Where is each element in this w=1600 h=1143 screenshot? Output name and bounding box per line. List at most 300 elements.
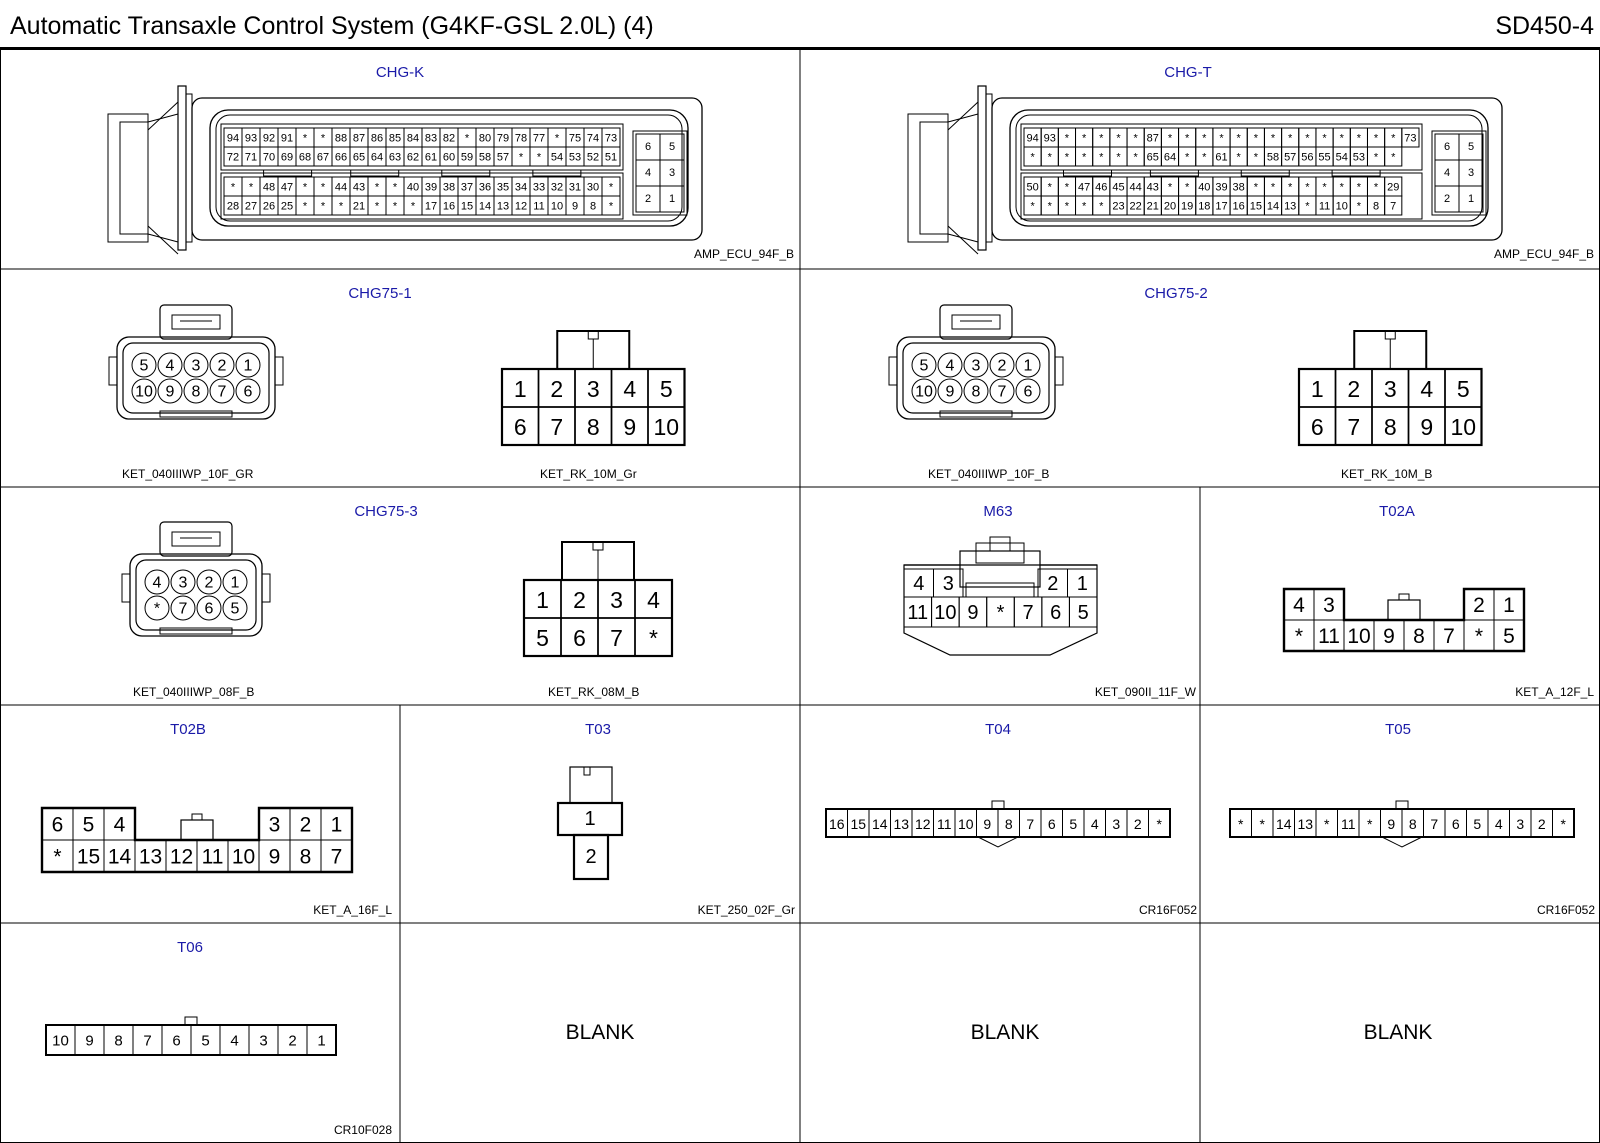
pin-number: 92 [262,132,276,145]
side-tab [275,357,283,385]
connector-code: CR16F052 [1138,903,1197,917]
pin-number: 5 [139,357,149,375]
pin-number: 2 [585,846,597,868]
chg75-2-connector-drawing [800,269,1600,487]
pin-number: 51 [604,151,618,164]
pin-number: 13 [1297,816,1314,832]
pin-number: 8 [191,383,201,401]
pin-number: 54 [1335,151,1348,164]
t05-connector-drawing [1200,705,1600,923]
pin-number: 85 [388,132,402,145]
pin-number: 4 [1293,594,1305,617]
pin-number: 36 [478,181,492,194]
pin-number: 13 [496,200,510,213]
pin-number: 43 [352,181,366,194]
connector-label: CHG75-2 [1144,285,1208,302]
lock-tab [181,820,213,840]
pin-number: 11 [936,816,952,832]
cell-t03 [400,705,800,923]
blank-label: BLANK [1363,1021,1433,1044]
connector-code: KET_250_02F_Gr [697,903,795,917]
pin-number: * [374,181,380,194]
pin-number: 3 [610,587,623,613]
pin-number: 4 [165,357,175,375]
pin-number: 10 [231,845,256,869]
cell-t02a [1200,487,1600,705]
pin-number: 2 [644,193,652,205]
pin-number: 15 [460,200,474,213]
pin-number: 44 [1129,181,1142,194]
pin-number: 5 [659,376,673,402]
pin-number: 47 [1077,181,1091,194]
pin-number: 4 [913,573,925,595]
pin-number: 5 [230,600,240,618]
pin-number: 31 [568,181,582,194]
pin-number: 3 [668,167,676,179]
pin-number: 26 [262,200,276,213]
pin-number: * [1167,132,1173,145]
connector-flange [186,94,192,242]
pin-number: 44 [334,181,348,194]
cell-t04 [800,705,1200,923]
pin-number: 56 [1301,151,1314,164]
side-tab [889,357,897,385]
pin-number: * [302,132,308,145]
pin-number: * [1391,151,1396,164]
pin-number: 9 [983,816,992,832]
pin-number: * [1322,132,1327,145]
pin-number: 1 [1467,193,1475,205]
pin-number: 14 [1266,200,1280,213]
pin-number: * [1047,151,1052,164]
pin-number: 7 [1022,602,1034,624]
pin-number: 10 [550,200,564,213]
pin-number: * [1081,200,1087,213]
pin-number: * [1030,151,1035,164]
pin-number: * [1294,625,1304,648]
pin-number: 53 [1352,151,1366,164]
pin-number: 18 [1198,200,1211,213]
cell-blank-2 [800,923,1200,1143]
pin-number: 15 [1249,200,1262,213]
pin-number: 11 [201,845,224,869]
pin-number: 8 [971,383,981,401]
pin-number: * [1259,816,1265,832]
pin-number: * [1367,816,1373,832]
pin-number: 11 [1318,625,1340,648]
connector-code: CR16F052 [1536,903,1595,917]
pin-number: * [536,151,542,164]
pin-number: 2 [1537,816,1546,832]
pin-number: 8 [299,845,312,869]
pin-number: 4 [1494,816,1503,832]
connector-latch [908,114,948,242]
pin-number: 9 [165,383,175,401]
pin-number: 10 [135,383,153,401]
pin-number: 52 [586,151,600,164]
pin-number: * [1185,151,1190,164]
connector-latch [920,122,948,234]
pin-number: * [1202,132,1207,145]
cell-chg-k [0,52,800,269]
pin-number: * [1356,181,1362,194]
pin-number: 79 [496,132,510,145]
pin-number: 30 [586,181,600,194]
pin-number: 9 [623,414,637,440]
pin-number: 1 [536,587,549,613]
key-notch [1382,837,1422,847]
pin-number: 6 [644,141,652,153]
pin-number: 9 [85,1032,94,1050]
pin-number: 34 [514,181,528,194]
pin-number: 8 [114,1032,123,1050]
pin-number: * [1356,200,1362,213]
latch-line [948,114,978,122]
pin-number: * [1288,181,1293,194]
cell-t05 [1200,705,1600,923]
pin-number: * [1474,625,1484,648]
latch-window [952,315,1000,329]
pin-number: 45 [1112,181,1125,194]
pin-number: * [392,181,398,194]
cell-chg75-3 [0,487,800,705]
pin-number: 8 [1408,816,1417,832]
connector-code: AMP_ECU_94F_B [693,247,794,261]
pin-number: 6 [1310,414,1324,440]
pin-number: * [1064,151,1070,164]
pin-number: 94 [226,132,240,145]
pin-number: 91 [280,132,294,145]
t04-connector-drawing [800,705,1200,923]
pin-number: 13 [138,845,163,869]
pin-number: 4 [1443,167,1451,179]
pin-number: 3 [268,813,281,837]
pin-number: 11 [1340,816,1356,832]
pin-number: 4 [1090,816,1099,832]
connector-label: CHG-K [375,64,425,81]
pin-number: 33 [532,181,546,194]
pin-number: 67 [316,151,330,164]
pin-number: 37 [460,181,474,194]
pin-number: 7 [1443,625,1455,648]
lock-tab [588,331,598,339]
pin-number: 8 [1004,816,1013,832]
connector-flange [986,94,992,242]
pin-number: * [1099,200,1104,213]
pin-number: 57 [496,151,510,164]
chg75-3-connector-drawing [0,487,800,705]
pin-number: * [374,200,380,213]
pin-number: * [1253,181,1258,194]
cell-t06 [0,923,400,1143]
pin-number: 2 [1047,573,1059,595]
pin-number: * [1373,151,1379,164]
pin-number: 46 [1095,181,1108,194]
pin-number: * [1560,816,1566,832]
pin-number: 14 [478,200,492,213]
pin-number: * [1116,151,1121,164]
latch-line [948,234,978,242]
pin-number: * [392,200,398,213]
pin-number: 72 [226,151,240,164]
connector-code: AMP_ECU_94F_B [1493,247,1594,261]
pin-number: * [1219,132,1224,145]
pin-number: 73 [604,132,618,145]
cell-t02b [0,705,400,923]
pin-number: 5 [919,357,929,375]
pin-number: 6 [204,600,214,618]
pin-number: 3 [1467,167,1475,179]
pin-number: * [1238,816,1244,832]
pin-number: * [1339,132,1344,145]
pin-number: * [554,132,560,145]
pin-number: 6 [51,813,64,837]
connector-code: KET_A_12F_L [1515,685,1594,699]
pin-number: * [1391,132,1396,145]
pin-number: 1 [1076,573,1088,595]
pin-number: 7 [1390,200,1397,213]
pin-number: * [996,602,1005,624]
pin-number: 87 [1146,132,1159,145]
pin-number: * [1064,200,1070,213]
pin-number: 71 [244,151,258,164]
pin-number: 38 [1232,181,1245,194]
pin-number: * [1133,151,1138,164]
female-connector-code: KET_040IIIWP_08F_B [133,685,255,699]
pin-number: 3 [971,357,981,375]
pin-number: 6 [1451,816,1460,832]
pin-number: 6 [1023,383,1033,401]
pin-number: 14 [107,845,132,869]
chg-t-connector-drawing [800,52,1600,269]
pin-number: 9 [967,602,979,624]
pin-number: 4 [623,376,637,402]
pin-number: 1 [243,357,253,375]
m63-connector-drawing [800,487,1200,705]
pin-number: 77 [532,132,546,145]
pin-number: 1 [513,376,527,402]
pin-number: 3 [1516,816,1525,832]
pin-number: 14 [1275,816,1292,832]
pin-number: 57 [1284,151,1297,164]
pin-number: * [1305,200,1310,213]
pin-number: 21 [1146,200,1159,213]
connector-label: T03 [585,721,611,738]
pin-number: 27 [244,200,258,213]
lock-tab [593,542,603,550]
pin-number: 63 [388,151,402,164]
pin-number: 58 [1266,151,1280,164]
bottom-key [160,411,232,417]
latch [160,522,232,556]
pin-number: 6 [1047,816,1056,832]
pin-number: * [608,181,614,194]
latch-line [148,226,178,254]
pin-number: 10 [915,383,933,401]
pin-number: 4 [152,574,162,592]
pin-number: 7 [143,1032,152,1050]
pin-number: * [1270,181,1276,194]
pin-number: 93 [244,132,258,145]
pin-number: 7 [610,625,623,651]
pin-number: * [1270,132,1276,145]
pin-number: * [1099,132,1104,145]
pin-number: 32 [550,181,564,194]
pin-number: 12 [914,816,931,832]
housing-outer [897,337,1055,419]
pin-number: 9 [945,383,955,401]
pin-number: 10 [934,602,957,624]
pin-number: * [153,600,161,618]
pin-number: 4 [1420,376,1434,402]
pin-number: 74 [586,132,600,145]
connector-flange [978,86,986,250]
pin-number: 17 [1215,200,1228,213]
pin-number: 10 [52,1032,69,1050]
pin-number: * [1253,132,1258,145]
pin-number: 15 [76,845,101,869]
pin-number: 2 [550,376,564,402]
pin-number: * [1030,200,1035,213]
pin-number: 16 [828,816,845,832]
pin-number: * [464,132,470,145]
pin-number: * [1356,132,1362,145]
pin-number: 28 [226,200,240,213]
pin-number: * [230,181,236,194]
pin-number: 6 [573,625,586,651]
pin-number: 1 [330,813,343,837]
pin-number: 10 [957,816,974,832]
pin-number: 4 [113,813,126,837]
pin-number: * [1064,181,1070,194]
pin-number: * [649,625,658,651]
pin-number: 11 [533,200,545,213]
pin-number: 9 [268,845,281,869]
pin-number: 2 [997,357,1007,375]
cell-blank-1 [400,923,800,1143]
pin-number: 15 [850,816,867,832]
t03-connector-drawing [400,705,800,923]
pin-number: 35 [496,181,510,194]
cell-chg75-2 [800,269,1600,487]
pin-number: * [1133,132,1138,145]
t02b-connector-drawing [0,705,400,923]
pin-number: * [518,151,524,164]
pin-number: 20 [1163,200,1177,213]
pin-number: 13 [1284,200,1297,213]
connector-latch [108,114,148,242]
pin-number: * [1305,132,1310,145]
pin-number: 1 [668,193,676,205]
pin-number: 3 [586,376,600,402]
pin-number: 10 [1347,625,1371,648]
latch-tab-top [990,537,1010,551]
pin-number: 2 [1473,594,1485,617]
connector-label: M63 [983,503,1013,520]
pin-number: 2 [1443,193,1451,205]
connector-label: T06 [177,939,203,956]
pin-number: * [338,200,344,213]
pin-number: * [320,200,326,213]
pin-number: 9 [1387,816,1396,832]
pin-number: 22 [1129,200,1142,213]
pin-number: 1 [584,808,596,830]
chg-k-connector-drawing [0,52,800,269]
pin-number: 84 [406,132,420,145]
pin-number: 5 [668,141,676,153]
pin-number: 82 [442,132,456,145]
pin-number: * [1116,132,1121,145]
pin-number: 7 [1026,816,1035,832]
connector-code: CR10F028 [333,1123,392,1137]
key-notch [978,837,1018,847]
pin-number: 6 [513,414,527,440]
pin-number: 2 [1347,376,1361,402]
pin-number: * [410,200,416,213]
pin-number: 40 [406,181,420,194]
female-connector-code: KET_040IIIWP_10F_GR [122,467,254,481]
connector-label: CHG75-1 [348,285,412,302]
pin-number: 65 [352,151,366,164]
lock-tab [1385,331,1395,339]
pin-number: * [320,181,326,194]
bottom-key [160,628,232,634]
pin-number: * [1185,132,1190,145]
pin-number: 16 [1232,200,1245,213]
pin-number: 88 [334,132,348,145]
latch-block [570,767,612,803]
pin-number: * [1373,181,1379,194]
lock-tab [1396,801,1408,809]
pin-number: 38 [442,181,456,194]
connector-label: T05 [1385,721,1411,738]
pin-number: 8 [1413,625,1425,648]
pin-number: * [1064,132,1070,145]
t06-connector-drawing [0,923,400,1143]
pin-number: 40 [1198,181,1211,194]
pin-number: 47 [280,181,294,194]
pin-number: * [248,181,254,194]
pin-number: 11 [907,602,929,624]
cell-chg75-1 [0,269,800,487]
pin-number: 5 [1456,376,1470,402]
pin-number: 86 [370,132,384,145]
pin-number: * [1081,151,1087,164]
pin-number: 65 [1146,151,1159,164]
pin-number: * [1099,151,1104,164]
pin-number: 6 [1050,602,1062,624]
pin-number: 39 [1215,181,1228,194]
pin-number: 5 [1069,816,1078,832]
pin-number: 3 [1112,816,1121,832]
pin-number: 9 [1420,414,1434,440]
pin-number: 75 [568,132,582,145]
pin-number: 2 [204,574,214,592]
pin-number: 29 [1387,181,1400,194]
chg75-1-connector-drawing [0,269,800,487]
pin-number: 10 [653,414,680,440]
blank-label: BLANK [970,1021,1040,1044]
pin-number: * [1047,181,1052,194]
pin-number: 1 [1310,376,1324,402]
pin-number: 73 [1404,132,1417,145]
connector-latch [120,122,148,234]
pin-number: 1 [230,574,240,592]
cell-m63 [800,487,1200,705]
pin-number: 7 [330,845,343,869]
connector-code: KET_A_16F_L [313,903,392,917]
connector-flange [178,86,186,250]
